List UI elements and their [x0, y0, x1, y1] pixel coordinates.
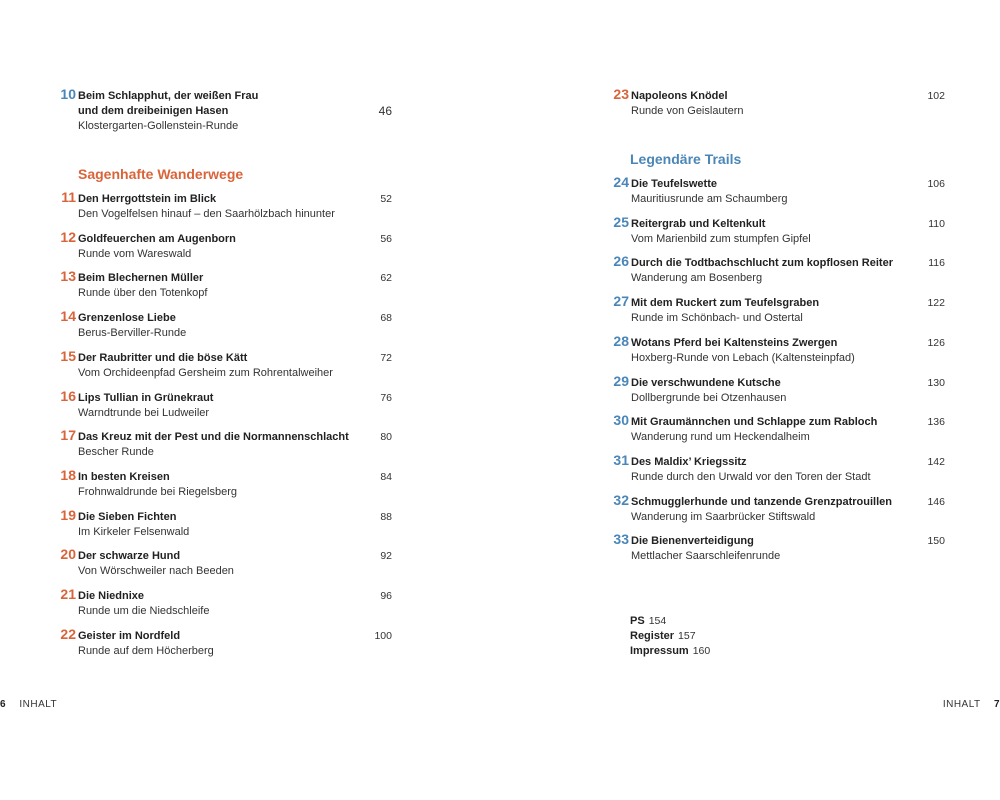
entry-number: 10: [60, 86, 76, 102]
entry-subtitle: Wanderung am Bosenberg: [631, 272, 763, 285]
entry-number: 14: [60, 308, 76, 325]
toc-entry-22[interactable]: [56, 625, 392, 661]
entry-page: 52: [380, 193, 392, 205]
entry-number: 30: [613, 412, 629, 429]
footer-page-number: 6: [0, 699, 7, 710]
entry-subtitle: Runde im Schönbach- und Ostertal: [631, 312, 803, 325]
entry-page: 84: [380, 470, 392, 483]
entry-subtitle: Klostergarten-Gollenstein-Runde: [78, 120, 239, 132]
toc-entry-15[interactable]: [56, 347, 392, 383]
entry-page: 130: [927, 376, 945, 389]
toc-entry-14[interactable]: [56, 308, 392, 343]
entry-title: Geister im Nordfeld: [78, 629, 181, 642]
entry-subtitle: Mauritiusrunde am Schaumberg: [631, 193, 788, 205]
entry-subtitle: Dollbergrunde bei Otzenhausen: [631, 391, 787, 404]
entry-title: Schmugglerhunde und tanzende Grenzpatrouillen: [631, 495, 892, 508]
entry-title: Goldfeuerchen am Augenborn: [78, 232, 236, 245]
toc-entry-12[interactable]: [56, 228, 392, 264]
entry-subtitle: Runde auf dem Höcherberg: [78, 644, 214, 657]
entry-page: 110: [928, 217, 945, 230]
entry-number: 33: [613, 531, 629, 548]
entry-title: Der Raubritter und die böse Kätt: [78, 351, 248, 364]
toc-entry-29[interactable]: [609, 372, 945, 408]
entry-title: Beim Blechernen Müller: [78, 272, 204, 285]
toc-entry-13[interactable]: [56, 268, 392, 303]
entry-number: 28: [613, 332, 629, 349]
entry-title: Wotans Pferd bei Kaltensteins Zwergen: [631, 336, 838, 349]
entry-number: 18: [60, 466, 76, 483]
toc-entry-32[interactable]: [609, 491, 945, 527]
entry-number: 27: [613, 293, 629, 310]
entry-title-line2: und dem dreibeinigen Hasen: [78, 105, 229, 117]
entry-title: Lips Tullian in Grünekraut: [78, 391, 214, 404]
toc-entry-33[interactable]: [609, 531, 945, 566]
entry-page: 146: [927, 495, 945, 508]
footer-label: INHALT: [942, 699, 981, 710]
entry-number: 19: [60, 506, 76, 523]
entry-number: 24: [613, 174, 629, 190]
entry-page: 56: [380, 232, 392, 245]
misc-label: PS: [630, 615, 645, 627]
entry-number: 29: [613, 372, 629, 389]
entry-title: Mit dem Ruckert zum Teufelsgraben: [631, 297, 820, 310]
entry-page: 136: [927, 416, 945, 429]
misc-page: 160: [692, 645, 711, 657]
misc-page: 154: [648, 615, 667, 627]
entry-subtitle: Warndtrunde bei Ludweiler: [78, 406, 210, 419]
toc-entry-11[interactable]: [56, 189, 392, 224]
entry-subtitle: Von Wörschweiler nach Beeden: [78, 565, 234, 578]
entry-page: 150: [927, 535, 945, 548]
toc-entry-10[interactable]: [56, 86, 392, 137]
toc-entry-16[interactable]: [56, 387, 392, 423]
section-title-sagenhafte: Sagenhafte Wanderwege: [78, 166, 244, 182]
entry-subtitle: Vom Orchideenpfad Gersheim zum Rohrentalweiher: [78, 366, 333, 379]
toc-entry-30[interactable]: [609, 412, 945, 447]
entry-page: 106: [927, 178, 945, 190]
misc-register[interactable]: [630, 629, 696, 644]
entry-number: 32: [613, 491, 629, 508]
misc-ps[interactable]: [630, 614, 666, 629]
entry-number: 21: [60, 586, 76, 602]
entry-number: 26: [613, 253, 629, 270]
misc-page: 157: [678, 630, 696, 642]
entry-title: Die Teufelswette: [631, 178, 717, 190]
entry-title: In besten Kreisen: [78, 470, 170, 483]
entry-subtitle: Runde von Geislautern: [631, 105, 744, 117]
entry-page: 116: [928, 257, 945, 270]
footer-label: INHALT: [19, 699, 58, 710]
toc-entry-27[interactable]: [609, 293, 945, 328]
entry-subtitle: Berus-Berviller-Runde: [78, 327, 187, 340]
entry-title: Die verschwundene Kutsche: [631, 376, 781, 389]
entry-number: 25: [613, 213, 629, 230]
entry-page: 100: [374, 629, 392, 642]
entry-number: 31: [613, 451, 629, 468]
entry-page: 88: [380, 510, 392, 523]
entry-subtitle: Runde vom Wareswald: [78, 247, 192, 260]
toc-entry-26[interactable]: [609, 253, 945, 288]
toc-entry-19[interactable]: [56, 506, 392, 542]
toc-entry-28[interactable]: [609, 332, 945, 368]
entry-subtitle: Bescher Runde: [78, 446, 154, 459]
entry-subtitle: Hoxberg-Runde von Lebach (Kaltensteinpfad): [631, 351, 855, 364]
entry-subtitle: Mettlacher Saarschleifenrunde: [631, 550, 781, 563]
entry-subtitle: Frohnwaldrunde bei Riegelsberg: [78, 485, 237, 498]
entry-number: 22: [60, 625, 76, 642]
footer-page-number: 7: [993, 699, 1000, 710]
entry-title: Die Bienenverteidigung: [631, 535, 754, 548]
entry-title: Der schwarze Hund: [78, 550, 181, 563]
toc-entry-23[interactable]: [609, 86, 945, 121]
toc-entry-24[interactable]: [609, 174, 945, 209]
entry-title-line1: Beim Schlapphut, der weißen Frau: [78, 90, 259, 102]
entry-page: 122: [927, 297, 945, 310]
entry-page: 68: [380, 312, 392, 325]
entry-subtitle: Runde über den Totenkopf: [78, 287, 208, 300]
entry-number: 12: [60, 228, 76, 245]
entry-number: 15: [60, 347, 76, 364]
entry-number: 13: [60, 268, 76, 285]
section-title-legendaere: Legendäre Trails: [630, 151, 742, 167]
toc-entry-20[interactable]: [56, 546, 392, 581]
entry-number: 23: [613, 86, 629, 102]
entry-number: 11: [61, 189, 76, 205]
toc-entry-17[interactable]: [56, 427, 392, 462]
entry-number: 20: [60, 546, 76, 563]
toc-entry-21[interactable]: [56, 586, 392, 621]
entry-page: 102: [927, 90, 945, 102]
toc-entry-18[interactable]: [56, 466, 392, 502]
entry-subtitle: Den Vogelfelsen hinauf – den Saarhölzbach hinunter: [78, 208, 335, 220]
entry-page: 142: [927, 455, 945, 468]
entry-page: 92: [380, 550, 392, 563]
entry-title: Die Niednixe: [78, 590, 145, 602]
footer-left: [0, 699, 57, 710]
entry-subtitle: Wanderung im Saarbrücker Stiftswald: [631, 510, 816, 523]
entry-title: Mit Graumännchen und Schlappe zum Rabloch: [631, 416, 878, 429]
misc-impressum[interactable]: [630, 644, 710, 659]
entry-title: Napoleons Knödel: [631, 90, 728, 102]
entry-page: 80: [380, 431, 392, 444]
entry-subtitle: Wanderung rund um Heckendalheim: [631, 431, 810, 444]
toc-entry-25[interactable]: [609, 213, 945, 249]
entry-subtitle: Vom Marienbild zum stumpfen Gipfel: [631, 232, 811, 245]
toc-entry-31[interactable]: [609, 451, 945, 487]
entry-page: 46: [378, 104, 392, 118]
entry-number: 16: [60, 387, 76, 404]
entry-title: Die Sieben Fichten: [78, 510, 177, 523]
entry-page: 76: [380, 391, 392, 404]
entry-page: 126: [927, 336, 945, 349]
misc-label: Impressum: [630, 645, 689, 657]
entry-title: Grenzenlose Liebe: [78, 312, 176, 325]
entry-subtitle: Runde durch den Urwald vor den Toren der Stadt: [631, 470, 871, 483]
entry-number: 17: [60, 427, 76, 444]
entry-page: 72: [380, 351, 392, 364]
entry-title: Durch die Todtbachschlucht zum kopflosen Reiter: [631, 257, 893, 270]
entry-title: Des Maldix’ Kriegssitz: [631, 455, 747, 468]
entry-page: 62: [380, 272, 392, 285]
entry-title: Reitergrab und Keltenkult: [631, 217, 766, 230]
entry-page: 96: [380, 590, 392, 602]
entry-title: Den Herrgottstein im Blick: [78, 193, 217, 205]
misc-label: Register: [630, 630, 675, 642]
footer-right: [943, 699, 1000, 710]
entry-subtitle: Runde um die Niedschleife: [78, 605, 210, 617]
entry-title: Das Kreuz mit der Pest und die Normannenschlacht: [78, 431, 349, 444]
entry-subtitle: Im Kirkeler Felsenwald: [78, 525, 190, 538]
